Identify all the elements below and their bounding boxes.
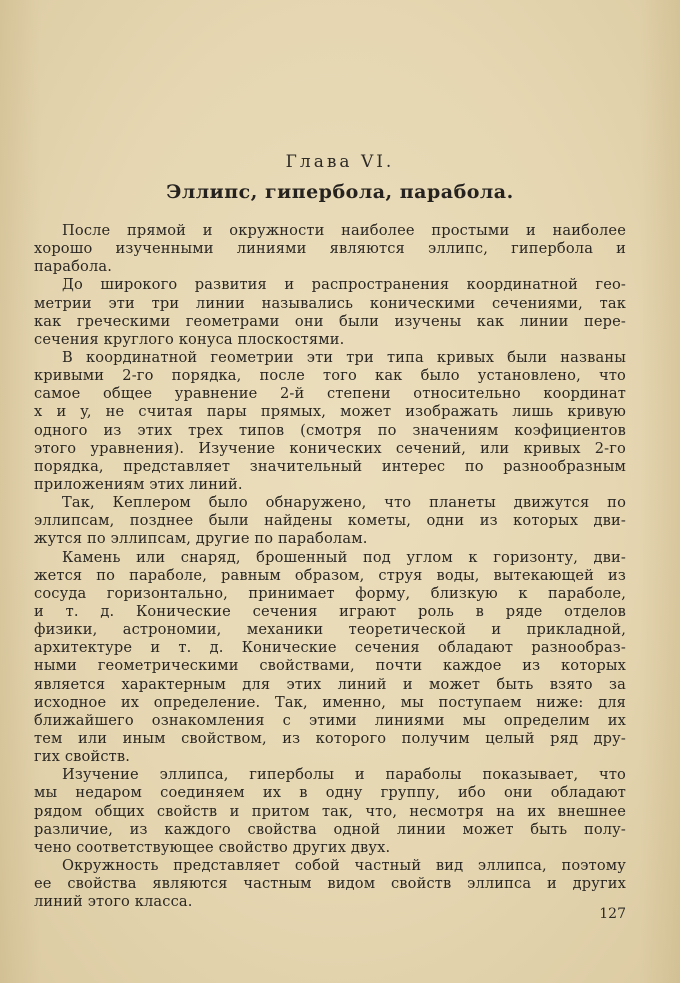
- text-line: До широкого развития и распространения координатной гео-: [62, 276, 626, 294]
- text-line: линий этого класса.: [34, 893, 193, 911]
- text-line: ными геометрическими свойствами, почти каждое из которых: [34, 657, 626, 675]
- text-line: мы недаром соединяем их в одну группу, ибо они обладают: [34, 784, 626, 802]
- text-line: порядка, представляет значительный интерес по разнообразным: [34, 457, 626, 475]
- chapter-title: Эллипс, гипербола, парабола.: [166, 181, 514, 203]
- text-line: парабола.: [34, 258, 113, 276]
- text-line: Так, Кеплером было обнаружено, что планеты движутся по: [62, 494, 626, 512]
- chapter-label: Глава VI.: [285, 152, 395, 172]
- text-line: Камень или снаряд, брошенный под углом к горизонту, дви-: [62, 548, 626, 566]
- text-line: исходное их определение. Так, именно, мы поступаем ниже: для: [34, 693, 626, 711]
- text-line: метрии эти три линии назывались коническими сечениями, так: [34, 294, 626, 312]
- text-line: как греческими геометрами они были изучены как линии пере-: [34, 312, 626, 330]
- text-line: жется по параболе, равным образом, струя воды, вытекающей из: [34, 566, 626, 584]
- text-line: ближайшего ознакомления с этими линиями мы определим их: [34, 711, 626, 729]
- text-line: чено соответствующее свойство других двух.: [34, 838, 391, 856]
- text-line: гих свойств.: [34, 748, 131, 766]
- text-line: Изучение эллипса, гиперболы и параболы показывает, что: [62, 766, 626, 784]
- text-line: тем или иным свойством, из которого получим целый ряд дру-: [34, 729, 626, 747]
- text-line: самое общее уравнение 2-й степени относительно координат: [34, 385, 626, 403]
- text-line: этого уравнения). Изучение конических сечений, или кривых 2-го: [34, 439, 626, 457]
- text-line: В координатной геометрии эти три типа кривых были названы: [62, 348, 626, 366]
- text-line: является характерным для этих линий и может быть взято за: [34, 675, 626, 693]
- text-line: эллипсам, позднее были найдены кометы, одни из которых дви-: [34, 512, 626, 530]
- text-line: ее свойства являются частным видом свойств эллипса и других: [34, 875, 626, 893]
- page-number: 127: [599, 906, 626, 922]
- text-line: кривыми 2-го порядка, после того как было установлено, что: [34, 367, 626, 385]
- body-text: [34, 222, 626, 911]
- text-line: приложениям этих линий.: [34, 475, 243, 493]
- text-line: различие, из каждого свойства одной линии может быть полу-: [34, 820, 626, 838]
- text-line: одного из этих трех типов (смотря по значениям коэфициентов: [34, 421, 626, 439]
- text-line: хорошо изученными линиями являются эллипс, гипербола и: [34, 240, 626, 258]
- text-line: архитектуре и т. д. Конические сечения обладают разнообраз-: [34, 639, 626, 657]
- text-line: физики, астрономии, механики теоретической и прикладной,: [34, 621, 626, 639]
- text-line: Окружность представляет собой частный вид эллипса, поэтому: [62, 856, 626, 874]
- text-line: сечения круглого конуса плоскостями.: [34, 330, 345, 348]
- text-line: x и y, не считая пары прямых, может изображать лишь кривую: [34, 403, 626, 421]
- text-line: и т. д. Конические сечения играют роль в ряде отделов: [34, 602, 626, 620]
- text-line: После прямой и окружности наиболее простыми и наиболее: [62, 222, 626, 239]
- text-line: жутся по эллипсам, другие по параболам.: [34, 530, 368, 548]
- text-line: рядом общих свойств и притом так, что, несмотря на их внешнее: [34, 802, 626, 820]
- text-line: сосуда горизонтально, принимает форму, близкую к параболе,: [34, 584, 626, 602]
